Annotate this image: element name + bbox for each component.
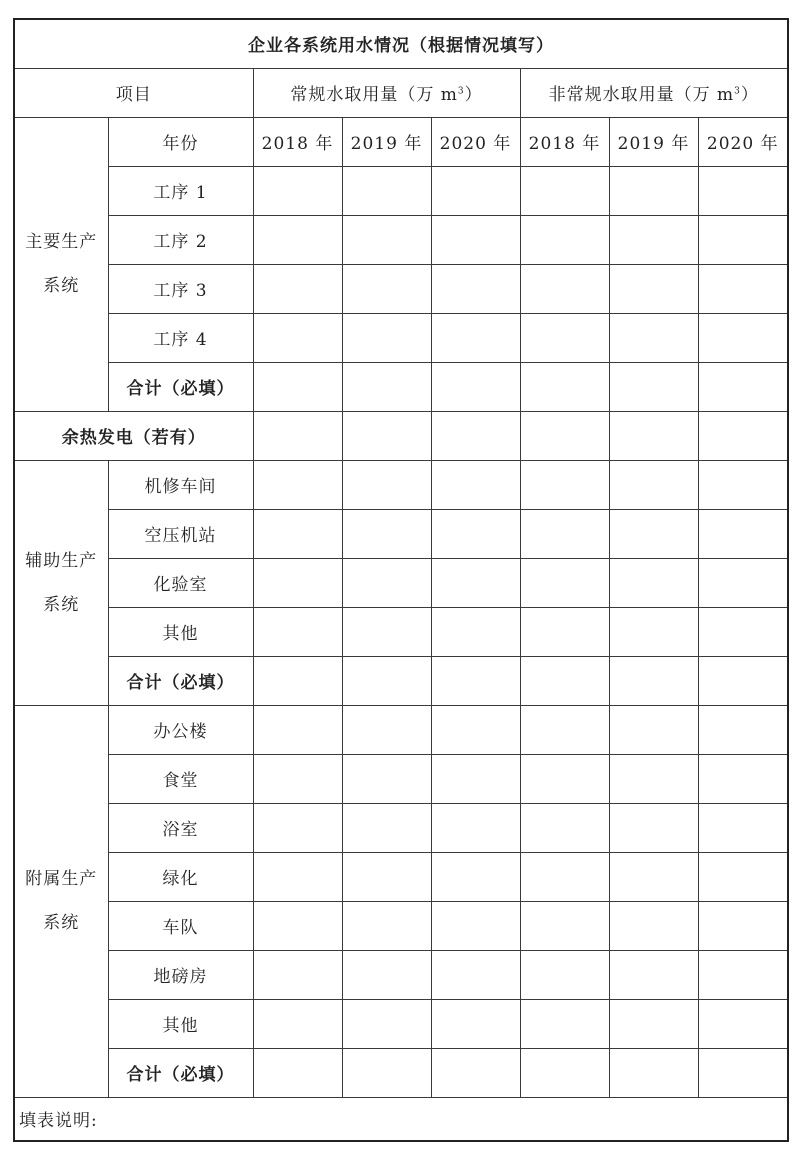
- data-cell[interactable]: [342, 460, 431, 509]
- data-cell[interactable]: [431, 215, 520, 264]
- data-cell[interactable]: [698, 509, 788, 558]
- data-cell[interactable]: [520, 411, 609, 460]
- data-cell[interactable]: [342, 901, 431, 950]
- row-label: 机修车间: [108, 460, 253, 509]
- data-cell[interactable]: [609, 313, 698, 362]
- data-cell[interactable]: [342, 656, 431, 705]
- water-usage-table: [13, 18, 789, 1142]
- data-cell[interactable]: [520, 754, 609, 803]
- data-cell[interactable]: [431, 754, 520, 803]
- data-cell[interactable]: [431, 607, 520, 656]
- row-label: 化验室: [108, 558, 253, 607]
- data-cell[interactable]: [431, 852, 520, 901]
- data-cell[interactable]: [431, 313, 520, 362]
- row-label: 工序 2: [108, 215, 253, 264]
- data-cell[interactable]: [609, 460, 698, 509]
- subtotal-label: 合计（必填）: [108, 656, 253, 705]
- data-cell[interactable]: [609, 852, 698, 901]
- data-cell[interactable]: [253, 558, 342, 607]
- data-cell[interactable]: [253, 999, 342, 1048]
- data-cell[interactable]: [253, 313, 342, 362]
- data-cell[interactable]: [609, 950, 698, 999]
- data-cell[interactable]: [698, 803, 788, 852]
- data-cell[interactable]: [698, 705, 788, 754]
- data-cell[interactable]: [520, 901, 609, 950]
- data-cell[interactable]: [253, 607, 342, 656]
- data-cell[interactable]: [609, 411, 698, 460]
- data-cell[interactable]: [609, 656, 698, 705]
- row-label: 其他: [108, 607, 253, 656]
- row-label: 其他: [108, 999, 253, 1048]
- data-cell[interactable]: [342, 803, 431, 852]
- data-cell[interactable]: [520, 950, 609, 999]
- table-title: 企业各系统用水情况（根据情况填写）: [14, 19, 788, 68]
- data-cell[interactable]: [520, 999, 609, 1048]
- data-cell[interactable]: [698, 558, 788, 607]
- regular-year-2020: 2020 年: [431, 117, 520, 166]
- data-cell[interactable]: [431, 1048, 520, 1097]
- data-cell[interactable]: [253, 509, 342, 558]
- data-cell[interactable]: [253, 411, 342, 460]
- data-cell[interactable]: [698, 460, 788, 509]
- data-cell[interactable]: [431, 166, 520, 215]
- fill-instructions: 填表说明:: [14, 1097, 788, 1141]
- data-cell[interactable]: [520, 509, 609, 558]
- subtotal-label: 合计（必填）: [108, 1048, 253, 1097]
- data-cell[interactable]: [609, 705, 698, 754]
- data-cell[interactable]: [520, 460, 609, 509]
- data-cell[interactable]: [342, 999, 431, 1048]
- data-cell[interactable]: [253, 1048, 342, 1097]
- row-label: 绿化: [108, 852, 253, 901]
- data-cell[interactable]: [253, 166, 342, 215]
- data-cell[interactable]: [431, 705, 520, 754]
- data-cell[interactable]: [342, 509, 431, 558]
- data-cell[interactable]: [253, 901, 342, 950]
- row-label: 工序 3: [108, 264, 253, 313]
- data-cell[interactable]: [698, 362, 788, 411]
- data-cell[interactable]: [431, 950, 520, 999]
- data-cell[interactable]: [342, 950, 431, 999]
- data-cell[interactable]: [342, 411, 431, 460]
- irregular-year-2020: 2020 年: [698, 117, 788, 166]
- data-cell[interactable]: [609, 362, 698, 411]
- year-header: 年份: [108, 117, 253, 166]
- data-cell[interactable]: [520, 1048, 609, 1097]
- data-cell[interactable]: [520, 313, 609, 362]
- data-cell[interactable]: [698, 901, 788, 950]
- data-cell[interactable]: [520, 705, 609, 754]
- data-cell[interactable]: [698, 1048, 788, 1097]
- data-cell[interactable]: [609, 1048, 698, 1097]
- data-cell[interactable]: [342, 362, 431, 411]
- row-label: 办公楼: [108, 705, 253, 754]
- data-cell[interactable]: [609, 754, 698, 803]
- auxiliary-production-category: 辅助生产系统: [14, 460, 108, 705]
- data-cell[interactable]: [609, 264, 698, 313]
- row-label: 工序 4: [108, 313, 253, 362]
- irregular-water-header: 非常规水取用量（万 $m^3$）: [520, 68, 788, 117]
- subtotal-label: 合计（必填）: [108, 362, 253, 411]
- data-cell[interactable]: [698, 607, 788, 656]
- data-cell[interactable]: [253, 803, 342, 852]
- affiliated-production-category: 附属生产系统: [14, 705, 108, 1097]
- data-cell[interactable]: [609, 901, 698, 950]
- data-cell[interactable]: [520, 558, 609, 607]
- regular-year-2018: 2018 年: [253, 117, 342, 166]
- data-cell[interactable]: [609, 215, 698, 264]
- data-cell[interactable]: [520, 656, 609, 705]
- data-cell[interactable]: [342, 852, 431, 901]
- data-cell[interactable]: [520, 166, 609, 215]
- data-cell[interactable]: [698, 411, 788, 460]
- data-cell[interactable]: [431, 411, 520, 460]
- data-cell[interactable]: [342, 264, 431, 313]
- data-cell[interactable]: [431, 509, 520, 558]
- row-label: 工序 1: [108, 166, 253, 215]
- data-cell[interactable]: [698, 852, 788, 901]
- data-cell[interactable]: [698, 264, 788, 313]
- data-cell[interactable]: [342, 558, 431, 607]
- data-cell[interactable]: [698, 999, 788, 1048]
- data-cell[interactable]: [609, 803, 698, 852]
- data-cell[interactable]: [253, 460, 342, 509]
- data-cell[interactable]: [698, 166, 788, 215]
- data-cell[interactable]: [609, 509, 698, 558]
- data-cell[interactable]: [431, 656, 520, 705]
- data-cell[interactable]: [698, 215, 788, 264]
- data-cell[interactable]: [698, 754, 788, 803]
- data-cell[interactable]: [431, 558, 520, 607]
- data-cell[interactable]: [520, 215, 609, 264]
- data-cell[interactable]: [520, 852, 609, 901]
- data-cell[interactable]: [253, 705, 342, 754]
- data-cell[interactable]: [520, 362, 609, 411]
- data-cell[interactable]: [609, 558, 698, 607]
- waste-heat-label: 余热发电（若有）: [14, 411, 253, 460]
- data-cell[interactable]: [698, 313, 788, 362]
- data-cell[interactable]: [342, 705, 431, 754]
- data-cell[interactable]: [609, 607, 698, 656]
- data-cell[interactable]: [431, 460, 520, 509]
- data-cell[interactable]: [609, 999, 698, 1048]
- row-label: 车队: [108, 901, 253, 950]
- data-cell[interactable]: [431, 999, 520, 1048]
- row-label: 地磅房: [108, 950, 253, 999]
- data-cell[interactable]: [520, 607, 609, 656]
- data-cell[interactable]: [253, 754, 342, 803]
- data-cell[interactable]: [253, 950, 342, 999]
- data-cell[interactable]: [698, 950, 788, 999]
- regular-year-2019: 2019 年: [342, 117, 431, 166]
- irregular-year-2018: 2018 年: [520, 117, 609, 166]
- data-cell[interactable]: [342, 166, 431, 215]
- data-cell[interactable]: [698, 656, 788, 705]
- row-label: 食堂: [108, 754, 253, 803]
- data-cell[interactable]: [253, 264, 342, 313]
- data-cell[interactable]: [431, 264, 520, 313]
- data-cell[interactable]: [342, 313, 431, 362]
- data-cell[interactable]: [342, 754, 431, 803]
- data-cell[interactable]: [520, 264, 609, 313]
- data-cell[interactable]: [253, 362, 342, 411]
- row-label: 浴室: [108, 803, 253, 852]
- data-cell[interactable]: [253, 852, 342, 901]
- row-label: 空压机站: [108, 509, 253, 558]
- data-cell[interactable]: [253, 656, 342, 705]
- data-cell[interactable]: [431, 901, 520, 950]
- item-header: 项目: [14, 68, 253, 117]
- regular-water-header: 常规水取用量（万 $m^3$）: [253, 68, 520, 117]
- data-cell[interactable]: [342, 215, 431, 264]
- data-cell[interactable]: [342, 1048, 431, 1097]
- data-cell[interactable]: [520, 803, 609, 852]
- data-cell[interactable]: [253, 215, 342, 264]
- data-cell[interactable]: [431, 803, 520, 852]
- main-production-category: 主要生产系统: [14, 117, 108, 411]
- data-cell[interactable]: [342, 607, 431, 656]
- irregular-year-2019: 2019 年: [609, 117, 698, 166]
- data-cell[interactable]: [609, 166, 698, 215]
- data-cell[interactable]: [431, 362, 520, 411]
